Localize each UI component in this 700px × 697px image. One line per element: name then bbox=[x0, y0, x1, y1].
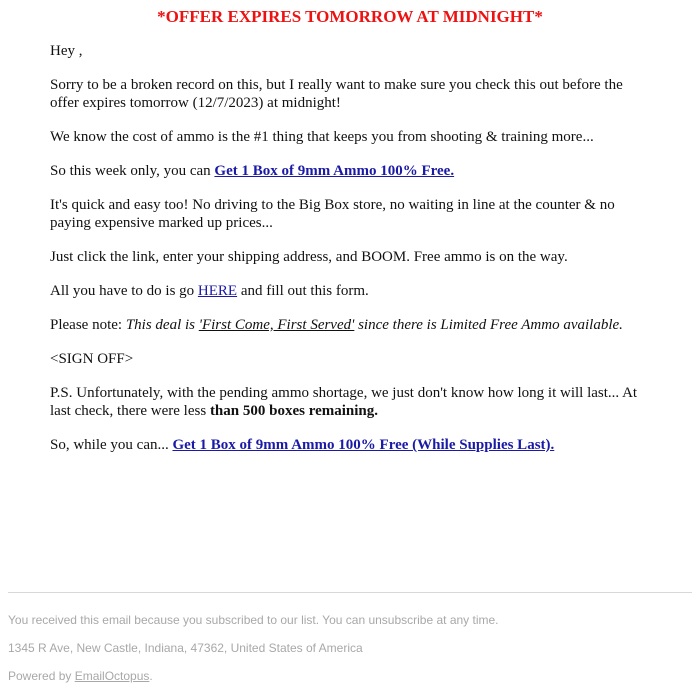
powered-by-suffix: . bbox=[149, 669, 153, 683]
paragraph-ammo-cost: We know the cost of ammo is the #1 thing that keeps you from shooting & training more... bbox=[50, 129, 594, 145]
ps-bold-remaining: than 500 boxes remaining. bbox=[209, 403, 379, 419]
go-here-prefix: All you have to do is go bbox=[50, 283, 198, 299]
go-here-suffix: and fill out this form. bbox=[237, 283, 369, 299]
emailoctopus-link[interactable]: EmailOctopus bbox=[74, 669, 150, 683]
sign-off: <SIGN OFF> bbox=[50, 351, 134, 367]
paragraph-please-note bbox=[50, 316, 650, 334]
greeting: Hey , bbox=[50, 43, 83, 59]
ps-text: P.S. Unfortunately, with the pending ammo shortage, we just don't know how long it will last... At last check, there were less bbox=[50, 385, 638, 419]
offer-headline: *OFFER EXPIRES TOMORROW AT MIDNIGHT* bbox=[157, 7, 543, 26]
paragraph-click-link: Just click the link, enter your shipping address, and BOOM. Free ammo is on the way. bbox=[50, 249, 568, 265]
paragraph-closing bbox=[50, 436, 650, 454]
free-ammo-link[interactable]: Get 1 Box of 9mm Ammo 100% Free. bbox=[214, 163, 455, 179]
note-label: Please note: bbox=[50, 317, 126, 333]
paragraph-ps bbox=[50, 384, 650, 420]
paragraph-broken-record: Sorry to be a broken record on this, but I really want to make sure you check this out before the offer expires tomorrow (12/7/2023) at midnight! bbox=[50, 77, 623, 111]
email-footer bbox=[8, 612, 692, 696]
email-body bbox=[50, 42, 650, 470]
powered-by bbox=[8, 668, 692, 696]
paragraph-free-box bbox=[50, 162, 650, 180]
note-italic-end: since there is Limited Free Ammo available. bbox=[354, 317, 623, 333]
closing-free-ammo-link[interactable]: Get 1 Box of 9mm Ammo 100% Free (While Supplies Last). bbox=[172, 437, 555, 453]
paragraph-go-here bbox=[50, 282, 650, 300]
powered-by-prefix: Powered by bbox=[8, 669, 75, 683]
closing-text: So, while you can... bbox=[50, 437, 173, 453]
mailing-address: 1345 R Ave, New Castle, Indiana, 47362, United States of America bbox=[8, 641, 363, 655]
note-first-come: 'First Come, First Served' bbox=[198, 317, 355, 333]
free-box-text: So this week only, you can bbox=[50, 163, 215, 179]
here-link[interactable]: HERE bbox=[197, 283, 238, 299]
note-italic-start: This deal is bbox=[125, 317, 199, 333]
footer-divider bbox=[8, 592, 692, 593]
subscription-note: You received this email because you subscribed to our list. You can unsubscribe at any time. bbox=[8, 613, 499, 627]
paragraph-quick-easy: It's quick and easy too! No driving to the Big Box store, no waiting in line at the counter & no paying expensive marked up prices... bbox=[50, 197, 615, 231]
